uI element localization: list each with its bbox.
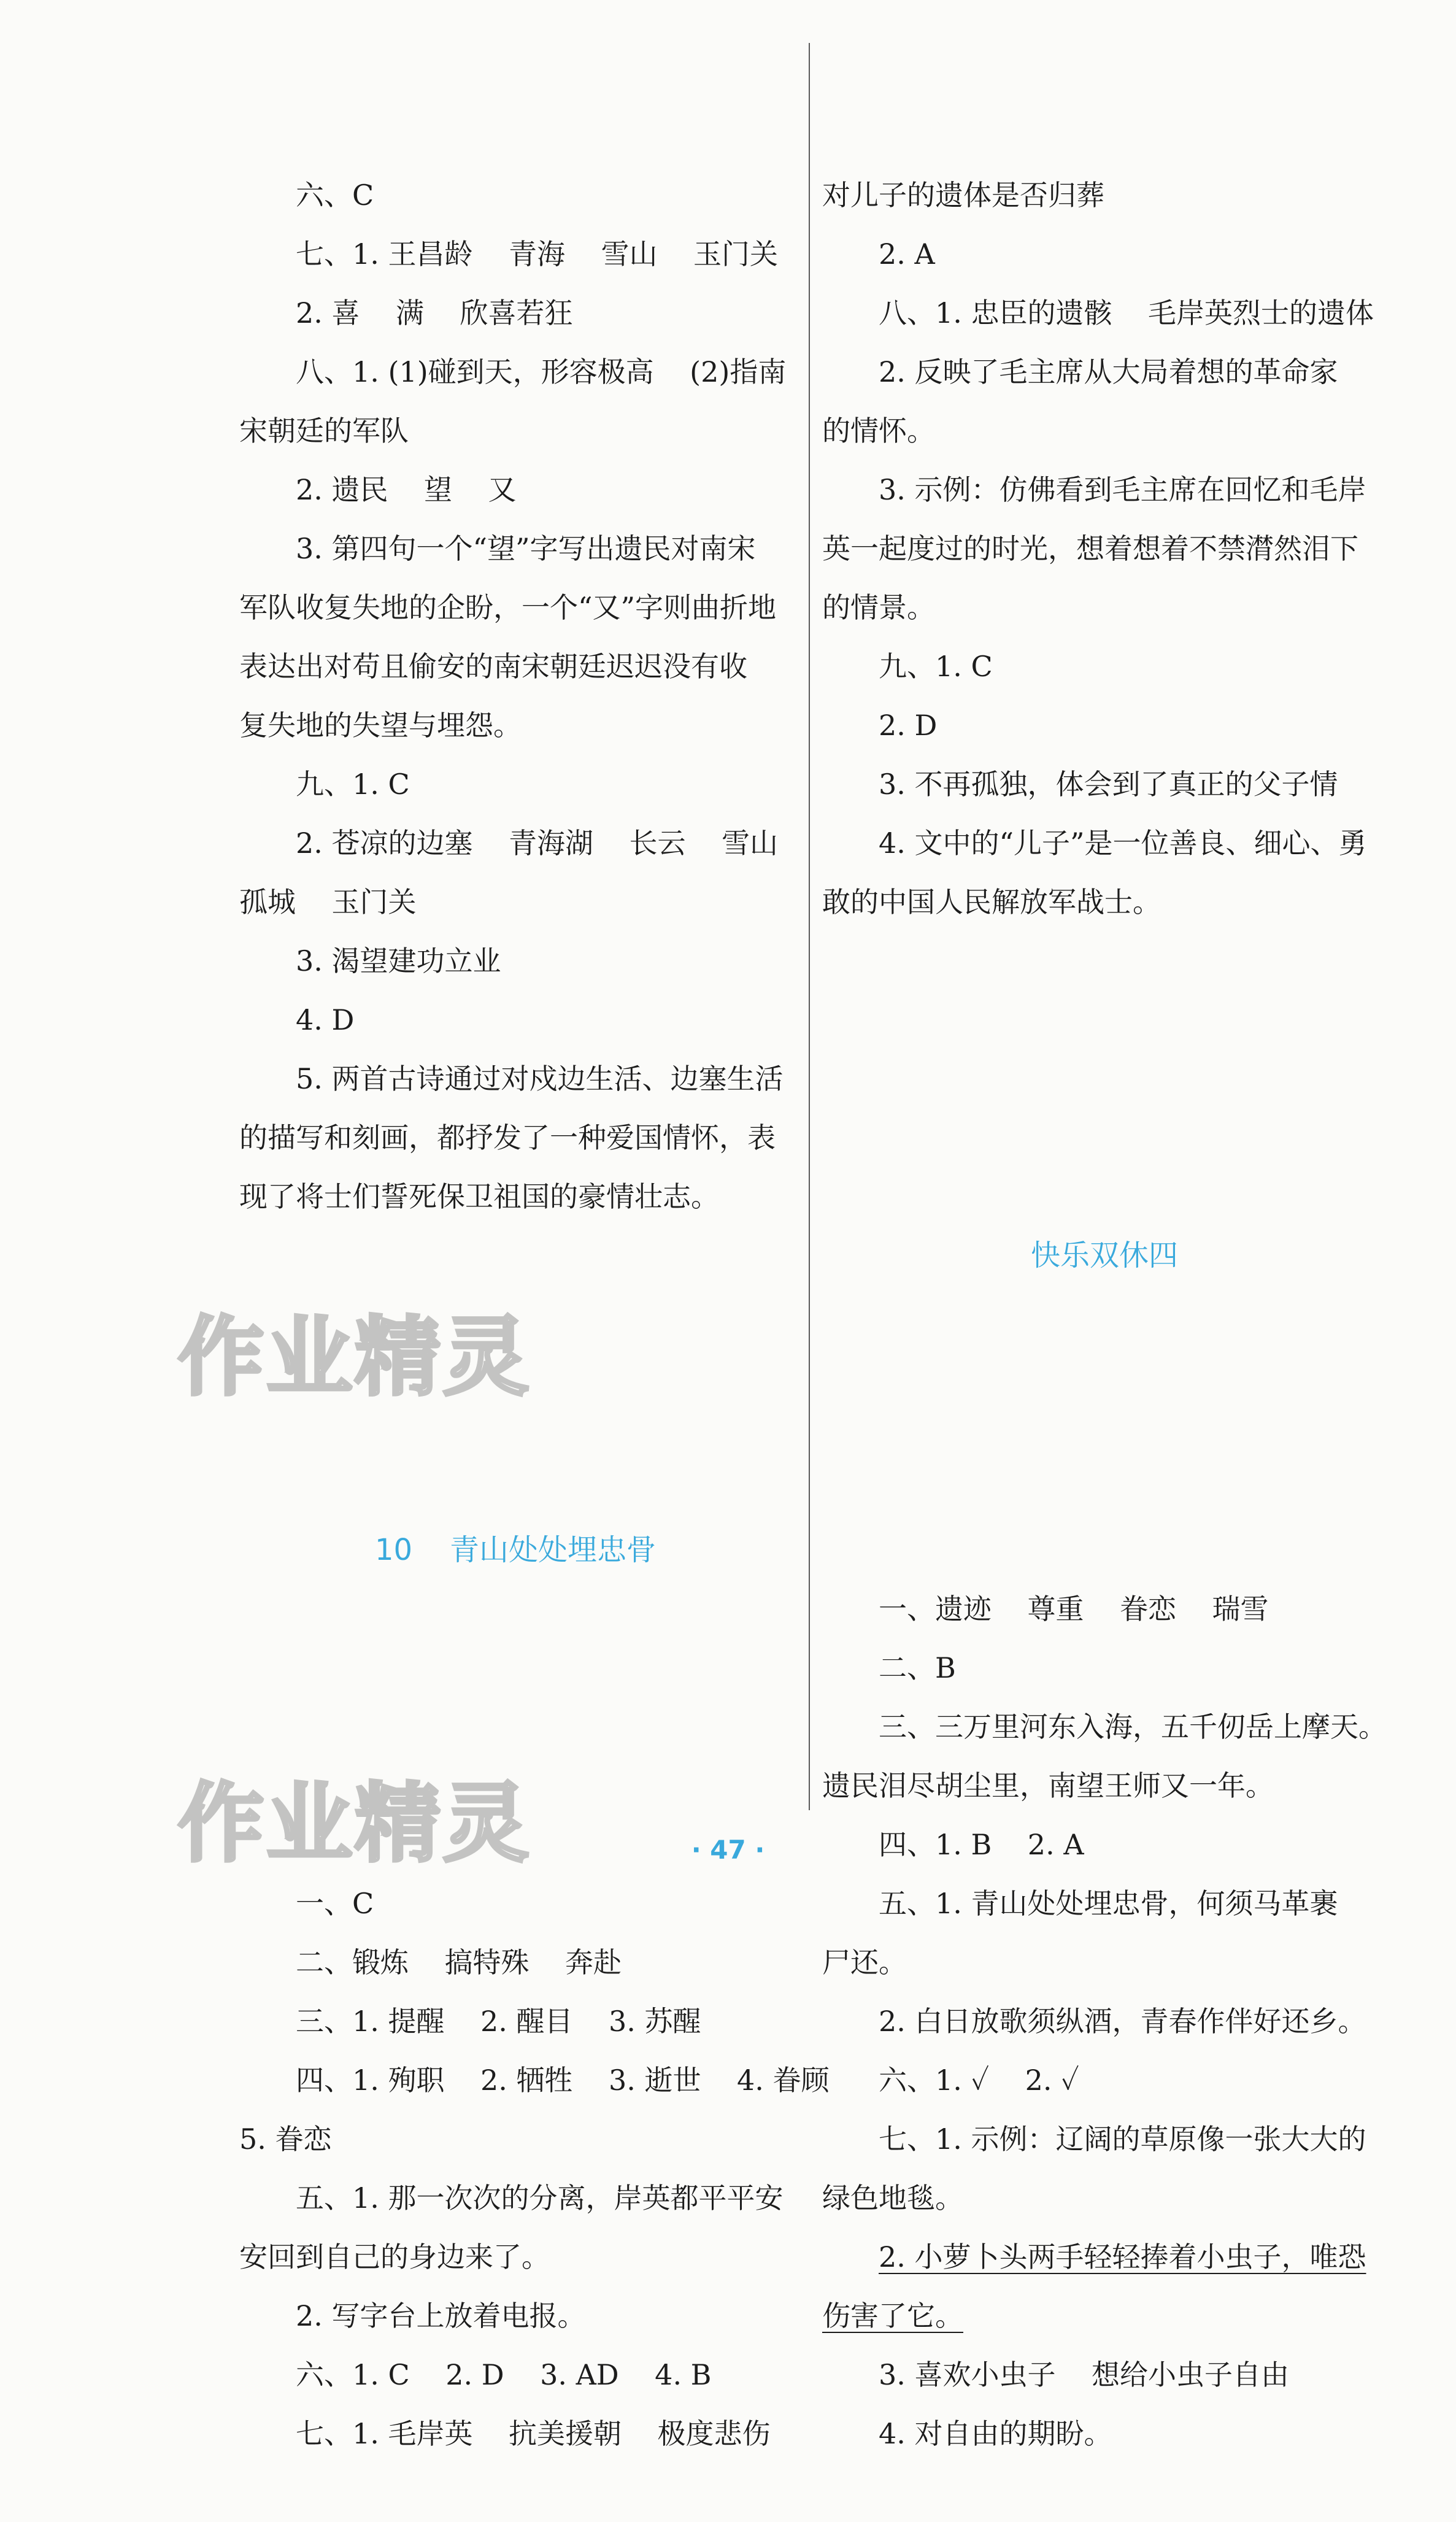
answer-line: 孤城 玉门关: [239, 885, 417, 919]
answer-line: 3. 不再孤独，体会到了真正的父子情: [879, 768, 1338, 801]
answer-line: [822, 2227, 1387, 2286]
answer-line: 八、1. 忠臣的遗骸 毛岸英烈士的遗体: [879, 296, 1374, 330]
answer-line: 敢的中国人民解放军战士。: [822, 885, 1161, 919]
answer-line: 九、1. C: [879, 650, 993, 683]
answer-line: 3. 渴望建功立业: [296, 944, 501, 978]
answer-line: 4. 对自由的期盼。: [879, 2417, 1112, 2450]
left-column: [239, 48, 830, 2522]
right-column: [822, 48, 1387, 2522]
answer-line: 2. 喜 满 欣喜若狂: [296, 296, 573, 330]
answer-line: 英一起度过的时光，想着想着不禁潸然泪下: [822, 532, 1358, 565]
answer-line: 四、1. B 2. A: [879, 1828, 1084, 1861]
answer-line: 三、1. 提醒 2. 醒目 3. 苏醒: [296, 2005, 701, 2038]
underlined-text: 伤害了它。: [822, 2299, 963, 2332]
answer-line: 3. 示例：仿佛看到毛主席在回忆和毛岸: [879, 473, 1366, 506]
answer-line: 九、1. C: [296, 768, 410, 801]
right-answers: [822, 166, 1387, 931]
answer-line: 七、1. 毛岸英 抗美援朝 极度悲伤: [296, 2417, 771, 2450]
answer-line: 遗民泪尽胡尘里，南望王师又一年。: [822, 1769, 1274, 1802]
weekend-4-answers: [822, 1579, 1387, 2463]
answer-line: 二、锻炼 搞特殊 奔赴: [296, 1946, 622, 1979]
watermark-logo: 作业精灵: [178, 1308, 532, 1408]
watermark-logo: 作业精灵: [178, 1774, 532, 1874]
answer-line: 尸还。: [822, 1946, 907, 1979]
answer-line: 二、B: [879, 1651, 956, 1684]
column-divider: [809, 43, 810, 1810]
answer-line: 的描写和刻画，都抒发了一种爱国情怀，表: [239, 1121, 776, 1154]
answer-line: 的情景。: [822, 591, 935, 624]
left-answers: [239, 166, 792, 1226]
answer-line: 5. 两首古诗通过对戍边生活、边塞生活: [296, 1062, 784, 1095]
answer-line: 八、1. (1)碰到天，形容极高 (2)指南: [296, 355, 787, 388]
answer-line: 4. D: [296, 1003, 355, 1036]
lesson-10-answers: [239, 1874, 830, 2463]
answer-line: 一、遗迹 尊重 眷恋 瑞雪: [879, 1592, 1269, 1625]
answer-line: 2. 遗民 望 又: [296, 473, 517, 506]
answer-line: 2. 白日放歌须纵酒，青春作伴好还乡。: [879, 2005, 1366, 2038]
answer-line: 3. 喜欢小虫子 想给小虫子自由: [879, 2358, 1289, 2391]
answer-line: 2. 写字台上放着电报。: [296, 2299, 586, 2332]
section-heading-weekend-4: 快乐双休四: [1030, 1238, 1178, 1273]
answer-line: [822, 2286, 1387, 2345]
answer-line: 军队收复失地的企盼，一个“又”字则曲折地: [239, 591, 777, 624]
answer-line: 宋朝廷的军队: [239, 414, 409, 447]
answer-line: 五、1. 那一次次的分离，岸英都平平安: [296, 2181, 784, 2215]
answer-line: 四、1. 殉职 2. 牺牲 3. 逝世 4. 眷顾: [296, 2064, 830, 2097]
section-heading-lesson-10: 10 青山处处埋忠骨: [374, 1533, 657, 1567]
answer-line: 六、1. C 2. D 3. AD 4. B: [296, 2358, 712, 2391]
answer-line: 2. D: [879, 709, 938, 742]
answer-line: 七、1. 王昌龄 青海 雪山 玉门关: [296, 237, 778, 271]
answer-line: 绿色地毯。: [822, 2181, 963, 2215]
answer-line: 五、1. 青山处处埋忠骨，何须马革裹: [879, 1887, 1338, 1920]
answer-line: 三、三万里河东入海，五千仞岳上摩天。: [879, 1710, 1387, 1743]
answer-line: 六、1. ✓ 2. ✓: [879, 2064, 1079, 2097]
answer-line: 六、C: [296, 179, 374, 212]
answer-line: 表达出对苟且偷安的南宋朝廷迟迟没有收: [239, 650, 747, 683]
answer-line: 2. A: [879, 237, 935, 271]
answer-line: 2. 反映了毛主席从大局着想的革命家: [879, 355, 1338, 388]
answer-line: 七、1. 示例：辽阔的草原像一张大大的: [879, 2123, 1366, 2156]
answer-line: 对儿子的遗体是否归葬: [822, 179, 1104, 212]
answer-line: 2. 苍凉的边塞 青海湖 长云 雪山: [296, 827, 778, 860]
answer-line: 一、C: [296, 1887, 374, 1920]
page-number: · 47 ·: [691, 1835, 765, 1865]
answer-line: 3. 第四句一个“望”字写出遗民对南宋: [296, 532, 756, 565]
answer-line: 5. 眷恋: [239, 2123, 332, 2156]
answer-line: 复失地的失望与埋怨。: [239, 709, 522, 742]
answer-line: 的情怀。: [822, 414, 935, 447]
answer-line: 安回到自己的身边来了。: [239, 2240, 550, 2273]
answer-line: 现了将士们誓死保卫祖国的豪情壮志。: [239, 1180, 719, 1213]
answer-line: 4. 文中的“儿子”是一位善良、细心、勇: [879, 827, 1367, 860]
underlined-text: 2. 小萝卜头两手轻轻捧着小虫子，唯恐: [879, 2240, 1366, 2273]
